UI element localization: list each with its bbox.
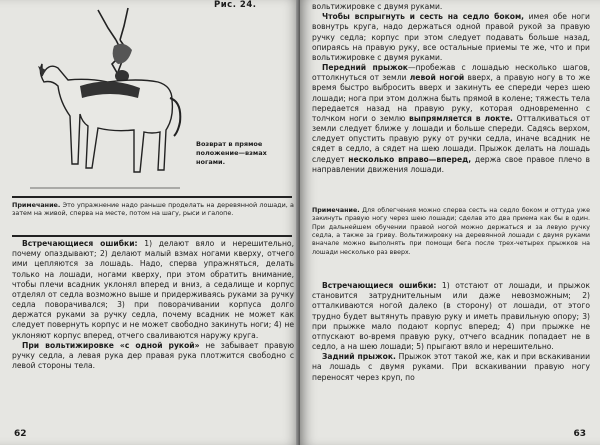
vaulting-illustration — [20, 6, 190, 196]
para2-text: правая рука плотжится свободно с левой стороны тела. — [12, 350, 294, 371]
p3-lead: Задний прыжок. — [322, 352, 396, 362]
separator-rule — [12, 196, 292, 198]
p2-text-d: держа свое правое плечо в направлении движения лошади. — [312, 154, 591, 174]
separator-rule-2 — [12, 235, 292, 237]
right-page — [300, 0, 600, 445]
note-text-right: Для облегчения можно сперва сесть на седло боком и оттуда уже закинуть правую ногу через шею лошади; сделав это два приема как бы в один. При дальнейшем обучении правой ногой можно держаться и за левую ручку седла, а также за гриву. Вольтижировку на деревянной лошади с двумя руками вначале можно выполнять при помощи бега после трех-четырех прыжков на лошади несколько раз вверх. — [312, 207, 590, 256]
p2-bold-c: несколько вправо—вперед, — [348, 154, 472, 164]
figure-caption: Возврат в прямое положение—взмах ногами. — [196, 140, 267, 166]
note-label-right: Примечание. — [312, 207, 360, 214]
errors-text: 1) делают вяло и нерешительно, почему опаздывают; 2) делают малый взмах ногами кверху, отчего ими цепляются за лошадь. Надо, сперва упражняться, делать только на лошади, ногами кверху, при этом обратить внимание, чтобы плечи всадник уклонял вперед и вниз, а седалище и корпус отделял от седла возможно выше и придерживаясь руками за ручку седла поворачивался; 3) при поворачивании корпуса долго держатся руками за ручку седла, почему всадник не может как следует повернуть корпус и не может свободно закинуть ноги; 4) не уклоняют корпус вперед, отчего сваливаются наружу круга. — [12, 239, 294, 340]
note-left — [12, 201, 294, 218]
p3-text: Прыжок этот такой же, как и при вскакивании на лошадь с двумя руками. При вскакивании правую ногу переносят через круп, по — [312, 352, 591, 382]
p2-bold-b: выпрямляется в локте. — [409, 113, 513, 123]
p1-lead: Чтобы вспрыгнуть и сесть на седло боком, — [322, 12, 525, 22]
p2-bold-a: левой ногой — [409, 73, 465, 83]
errors-text-right: 1) отстают от лошади, и прыжок становится затруднительным или даже невозможным; 2) отталкиваются ногой далеко (в сторону) от лошади, от этого трудно будет вытянуть правую руку и иметь правильную опору; 3) при прыжке мало подают корпус вперед; 4) при прыжке не отпускают во-время правую руку, отчего всадник попадает не в седло, а на шею лошади; 5) прыгают вяло и нерешительно. — [312, 281, 590, 352]
para2-mid: не забывает правую ручку седла, а левая рука дер — [12, 340, 294, 360]
page-number-right: 63 — [573, 429, 586, 439]
page-number-left: 62 — [14, 429, 27, 439]
body-right — [312, 2, 590, 175]
p2-lead: Передний прыжок — [322, 63, 408, 73]
body-right-2 — [312, 281, 590, 383]
errors-label-right: Встречающиеся ошибки: — [322, 281, 437, 290]
p2-text-a: —пробежав с лошадью несколько шагов, оттолкнуться от земли — [312, 63, 591, 83]
errors-label: Встречающиеся ошибки: — [22, 239, 138, 248]
para2-lead: При вольтижировке «с одной рукой» — [22, 340, 200, 350]
note-text: Это упражнение надо раньше проделать на деревянной лошади, а затем на живой, сперва на месте, потом на шагу, рыси и галопе. — [12, 201, 294, 218]
note-right — [312, 207, 590, 257]
note-label: Примечание. — [12, 201, 61, 209]
p2-text-b: вверх, а правую ногу в то же время быстро выбросить вверх и закинуть ее спереди через шею лошади; нога при этом должна быть прямой в колене; тяжесть тела передается назад на правую руку, которая одновременно с толчком ноги о землю — [312, 73, 590, 123]
top-line: вольтижировке с двумя руками. — [312, 2, 443, 11]
figure-label: Рис. 24. — [214, 0, 257, 10]
body-left — [12, 239, 294, 371]
p2-text-c: Отталкиваться от земли следует ближе у лошади и больше спереди. Садясь верхом, следует опустить правую руку от ручки седла, иначе всадник не сядет в седло, а сядет на шею лошади. Прыжок делать на лошадь следует — [312, 113, 590, 164]
p1-text: имея обе ноги вовнутрь круга, надо держаться одной правой рукой за правую ручку седла; корпус при этом следует подавать больше назад, опираясь на правую руку, все остальные приемы те же, что и при вольтижировке с двумя руками. — [312, 12, 590, 62]
